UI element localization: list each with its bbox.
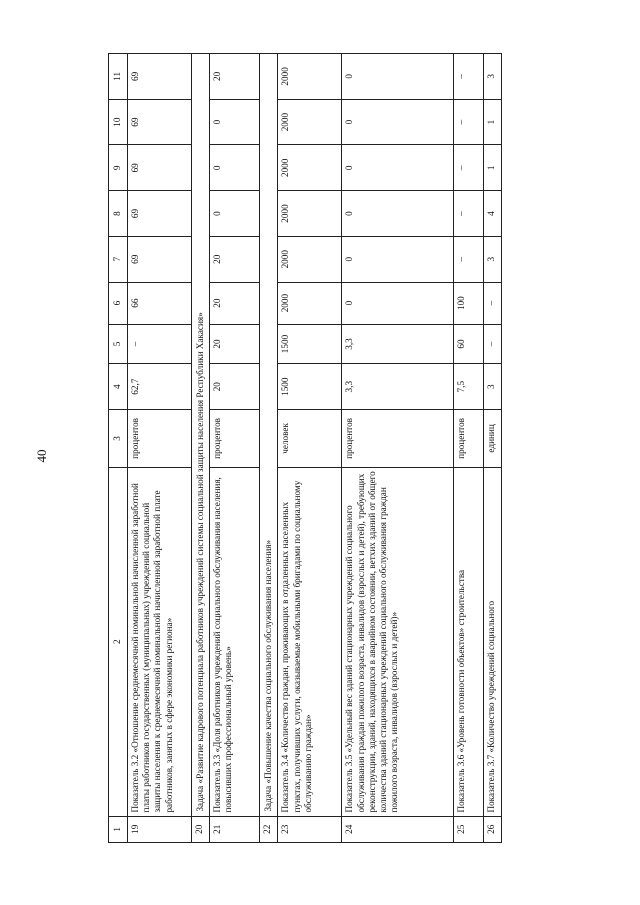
header-cell: 1: [109, 816, 128, 842]
header-cell: 2: [109, 467, 128, 816]
indicator-name: Показатель 3.3 «Доля работников учреждений социального обслуживания населения, повысивших профессиональный уровень»: [210, 467, 260, 816]
value-cell: 0: [210, 99, 260, 145]
unit-cell: процентов: [210, 410, 260, 468]
value-cell: 0: [342, 236, 454, 282]
value-cell: 69: [128, 99, 192, 145]
row-number: 20: [192, 816, 210, 842]
task-row: [192, 54, 210, 843]
indicator-name: Показатель 3.6 «Уровень готовности объектов» строительства: [454, 467, 484, 816]
indicator-name: Показатель 3.5 «Удельный вес зданий стационарных учреждений социального обслуживания граждан пожилого возраста, инвалидов (взрослых и детей), требующих реконструкции, зданий, находящихся в аварийном состоянии, ветхих зданий от общего количества зданий стационарных учреждений социального обслуживания граждан пожилого возраста, инвалидов (взрослых и детей)»: [342, 467, 454, 816]
task-title: Задача «Развитие кадрового потенциала работников учреждений системы социальной защиты населения Республики Хакасия»: [192, 54, 210, 817]
value-cell: –: [454, 99, 484, 145]
value-cell: 60: [454, 324, 484, 364]
value-cell: 0: [342, 282, 454, 324]
header-cell: 7: [109, 236, 128, 282]
unit-cell: единиц: [484, 410, 502, 468]
value-cell: –: [128, 324, 192, 364]
value-cell: –: [454, 191, 484, 237]
value-cell: 2000: [278, 236, 342, 282]
value-cell: 2000: [278, 99, 342, 145]
value-cell: 2000: [278, 282, 342, 324]
value-cell: 0: [342, 99, 454, 145]
row-number: 25: [454, 816, 484, 842]
value-cell: 7,5: [454, 364, 484, 410]
task-row: [260, 54, 278, 843]
header-row: [109, 54, 128, 843]
value-cell: 2000: [278, 145, 342, 191]
value-cell: –: [484, 324, 502, 364]
rotated-table-container: [108, 53, 541, 843]
indicator-table: [108, 53, 502, 843]
value-cell: 0: [342, 54, 454, 100]
unit-cell: процентов: [454, 410, 484, 468]
table-row: [342, 54, 454, 843]
value-cell: 20: [210, 54, 260, 100]
table-row: [484, 54, 502, 843]
header-cell: 10: [109, 99, 128, 145]
table-row: [454, 54, 484, 843]
value-cell: 0: [210, 145, 260, 191]
value-cell: 0: [210, 191, 260, 237]
value-cell: –: [484, 282, 502, 324]
unit-cell: процентов: [342, 410, 454, 468]
value-cell: 0: [342, 145, 454, 191]
indicator-name: Показатель 3.7 «Количество учреждений социального: [484, 467, 502, 816]
value-cell: 1: [484, 145, 502, 191]
value-cell: 3,3: [342, 324, 454, 364]
value-cell: 0: [342, 191, 454, 237]
header-cell: 8: [109, 191, 128, 237]
value-cell: 69: [128, 236, 192, 282]
unit-cell: процентов: [128, 410, 192, 468]
header-cell: 6: [109, 282, 128, 324]
indicator-name: Показатель 3.4 «Количество граждан, проживающих в отдаленных населенных пунктах, получивших услуги, оказываемые мобильными бригадами по социальному обслуживанию граждан»: [278, 467, 342, 816]
value-cell: 3: [484, 54, 502, 100]
value-cell: 1: [484, 99, 502, 145]
row-number: 19: [128, 816, 192, 842]
value-cell: 69: [128, 54, 192, 100]
value-cell: 66: [128, 282, 192, 324]
value-cell: 3: [484, 364, 502, 410]
value-cell: 2000: [278, 54, 342, 100]
header-cell: 5: [109, 324, 128, 364]
value-cell: 20: [210, 282, 260, 324]
value-cell: 100: [454, 282, 484, 324]
row-number: 26: [484, 816, 502, 842]
table-row: [278, 54, 342, 843]
row-number: 21: [210, 816, 260, 842]
value-cell: 20: [210, 236, 260, 282]
header-cell: 11: [109, 54, 128, 100]
indicator-name: Показатель 3.2 «Отношение среднемесячной номинальной начисленной заработной платы работников государственных (муниципальных) учреждений социальной защиты населения к среднемесячной номинальной начисленной заработной плате работников, занятых в сфере экономики региона»: [128, 467, 192, 816]
value-cell: 2000: [278, 191, 342, 237]
value-cell: 3,3: [342, 364, 454, 410]
header-cell: 9: [109, 145, 128, 191]
value-cell: –: [454, 54, 484, 100]
unit-cell: человек: [278, 410, 342, 468]
value-cell: 20: [210, 324, 260, 364]
table-row: [128, 54, 192, 843]
value-cell: –: [454, 236, 484, 282]
value-cell: 1500: [278, 324, 342, 364]
task-title: Задача «Повышение качества социального обслуживания населения»: [260, 54, 278, 817]
row-number: 22: [260, 816, 278, 842]
row-number: 24: [342, 816, 454, 842]
value-cell: 1500: [278, 364, 342, 410]
value-cell: 69: [128, 145, 192, 191]
header-cell: 4: [109, 364, 128, 410]
page-number: 40: [34, 449, 49, 463]
value-cell: 4: [484, 191, 502, 237]
value-cell: 3: [484, 236, 502, 282]
value-cell: –: [454, 145, 484, 191]
value-cell: 62,7: [128, 364, 192, 410]
row-number: 23: [278, 816, 342, 842]
value-cell: 20: [210, 364, 260, 410]
table-row: [210, 54, 260, 843]
header-cell: 3: [109, 410, 128, 468]
value-cell: 69: [128, 191, 192, 237]
